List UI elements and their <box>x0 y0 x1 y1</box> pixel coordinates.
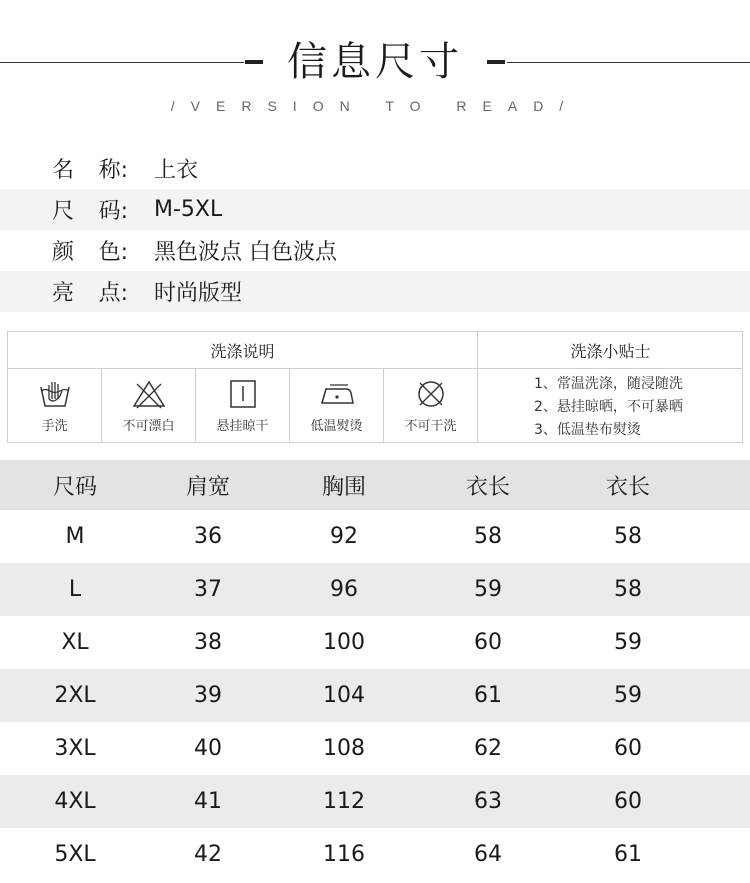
care-label: 手洗 <box>41 419 68 434</box>
table-row <box>0 669 750 722</box>
table-cell: 112 <box>323 789 365 814</box>
table-cell: 39 <box>194 683 222 708</box>
table-cell: 59 <box>614 683 642 708</box>
table-row <box>0 828 750 881</box>
table-cell: 104 <box>323 683 365 708</box>
info-row-size <box>0 189 750 230</box>
table-cell: 4XL <box>54 789 96 814</box>
care-cell-low-iron <box>290 369 384 443</box>
header-cell: 尺码 <box>52 474 97 500</box>
size-table <box>0 460 750 881</box>
care-tips <box>478 369 743 443</box>
header-cell: 衣长 <box>605 474 650 500</box>
table-cell: 96 <box>330 577 358 602</box>
info-label: 亮 点: <box>52 281 128 306</box>
product-info <box>0 148 750 312</box>
table-cell: L <box>68 577 82 602</box>
info-value: 时尚版型 <box>154 281 243 306</box>
table-cell: 64 <box>474 842 502 867</box>
care-label: 不可漂白 <box>122 419 175 434</box>
table-cell: 3XL <box>54 736 96 761</box>
table-cell: 59 <box>614 630 642 655</box>
title-section <box>0 0 750 130</box>
info-value: M-5XL <box>154 197 223 222</box>
info-value: 黑色波点 白色波点 <box>154 240 337 265</box>
page-subtitle: /VERSION TO READ/ <box>170 98 580 114</box>
table-row <box>0 616 750 669</box>
table-cell: 60 <box>614 789 642 814</box>
title-dash-right <box>487 60 505 64</box>
table-cell: 42 <box>194 842 222 867</box>
care-tip: 1、常温洗涤，随浸随洗 <box>534 376 683 392</box>
care-label: 悬挂晾干 <box>216 419 269 434</box>
care-label: 不可干洗 <box>404 419 457 434</box>
table-cell: 62 <box>474 736 502 761</box>
table-cell: 58 <box>614 577 642 602</box>
table-cell: 59 <box>474 577 502 602</box>
table-cell: 63 <box>474 789 502 814</box>
table-cell: 41 <box>194 789 222 814</box>
table-cell: 38 <box>194 630 222 655</box>
info-label: 名 称: <box>52 158 128 183</box>
info-row-color <box>0 230 750 271</box>
care-label: 低温熨烫 <box>310 419 363 434</box>
table-row <box>0 510 750 563</box>
care-cell-no-dry-clean <box>384 369 477 443</box>
table-cell: 5XL <box>54 842 96 867</box>
care-tip: 3、低温垫布熨烫 <box>534 422 641 438</box>
table-cell: 36 <box>194 524 222 549</box>
title-divider-right <box>507 62 750 63</box>
table-cell: 58 <box>474 524 502 549</box>
table-cell: 2XL <box>54 683 96 708</box>
table-cell: 60 <box>614 736 642 761</box>
table-cell: 58 <box>614 524 642 549</box>
info-value: 上衣 <box>154 158 199 183</box>
header-cell: 衣长 <box>465 474 510 500</box>
table-row <box>0 563 750 616</box>
table-cell: 108 <box>323 736 365 761</box>
table-cell: 92 <box>330 524 358 549</box>
table-row <box>0 722 750 775</box>
low-iron-icon <box>320 379 354 409</box>
no-bleach-icon <box>132 379 166 409</box>
table-cell: 116 <box>323 842 365 867</box>
table-row <box>0 775 750 828</box>
table-cell: XL <box>61 630 89 655</box>
size-table-header <box>0 460 750 510</box>
care-cell-hand-wash <box>8 369 102 443</box>
care-heading: 洗涤说明 <box>8 332 478 369</box>
table-cell: M <box>65 524 85 549</box>
info-label: 尺 码: <box>52 199 128 224</box>
info-label: 颜 色: <box>52 240 128 265</box>
table-cell: 61 <box>614 842 642 867</box>
table-cell: 37 <box>194 577 222 602</box>
care-tip: 2、悬挂晾晒，不可暴晒 <box>534 399 683 415</box>
page-title: 信息尺寸 <box>287 39 463 85</box>
table-cell: 40 <box>194 736 222 761</box>
info-row-name <box>0 148 750 189</box>
info-row-highlight <box>0 271 750 312</box>
no-dry-clean-icon <box>414 379 448 409</box>
care-icon-row <box>8 369 478 443</box>
hand-wash-icon <box>38 379 72 409</box>
table-cell: 60 <box>474 630 502 655</box>
table-cell: 61 <box>474 683 502 708</box>
header-cell: 胸围 <box>321 474 366 500</box>
care-cell-no-bleach <box>102 369 196 443</box>
care-tips-heading: 洗涤小贴士 <box>478 332 743 369</box>
care-cell-hang-dry <box>196 369 290 443</box>
table-cell: 100 <box>323 630 365 655</box>
hang-dry-icon <box>226 379 260 409</box>
header-cell: 肩宽 <box>185 474 230 500</box>
care-instructions <box>7 331 743 443</box>
